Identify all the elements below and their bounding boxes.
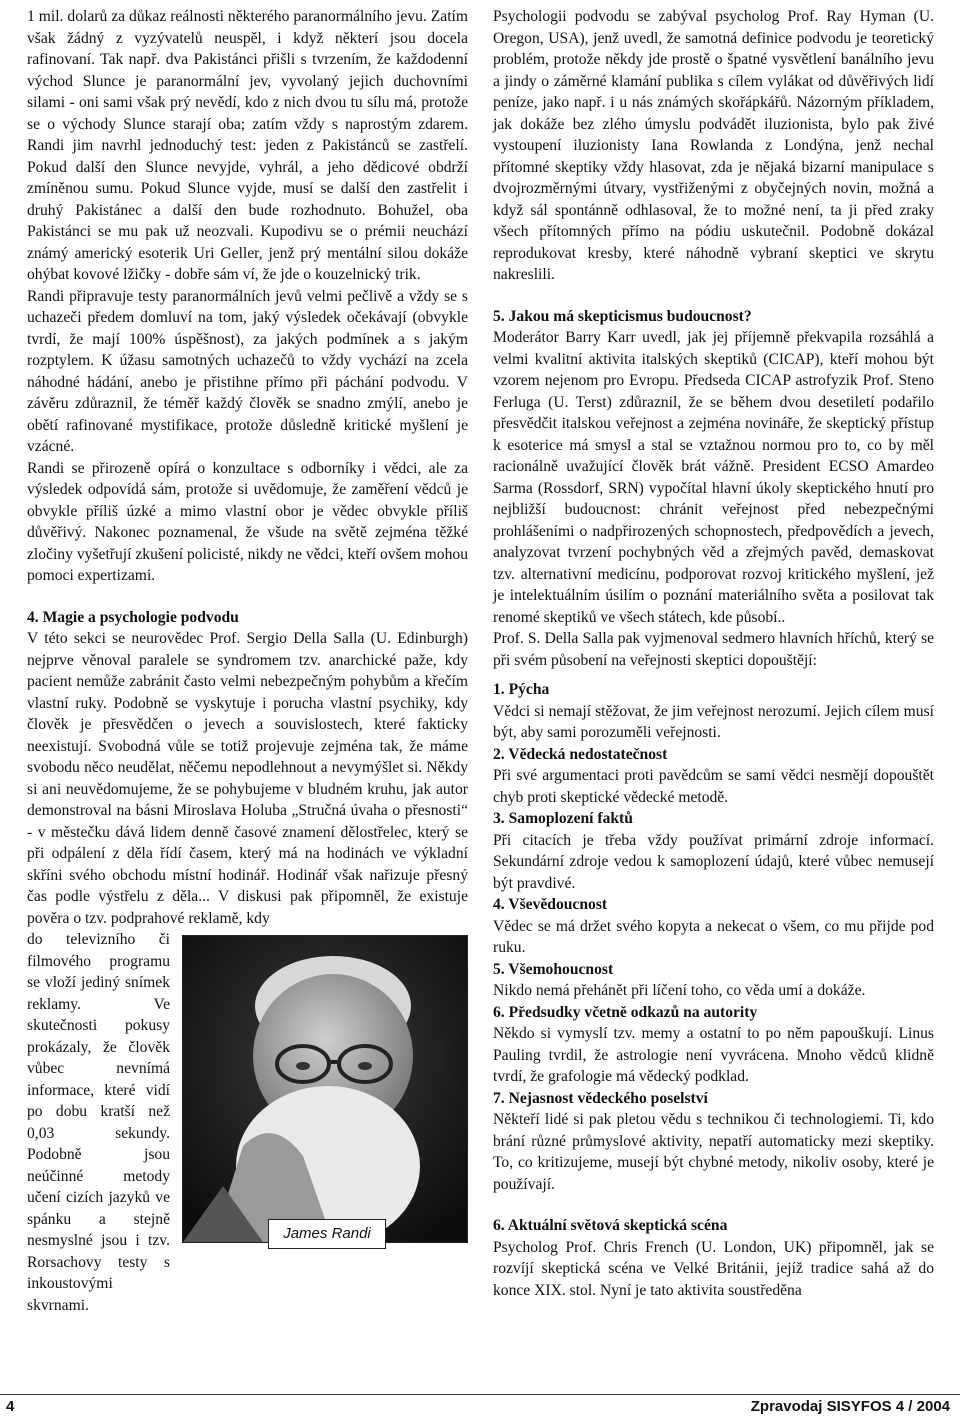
section-heading-6: 6. Aktuální světová skeptická scéna — [493, 1217, 728, 1234]
sins-list — [493, 679, 934, 1195]
journal-name: Zpravodaj SISYFOS 4 / 2004 — [750, 1398, 950, 1415]
photo-caption: James Randi — [268, 1219, 386, 1249]
sin-text: Při své argumentaci proti pavědcům se sami vědci nesmějí dopouštět chyb proti skeptické vědecké metodě. — [493, 767, 934, 806]
sin-title: 4. Vševědoucnost — [493, 896, 608, 913]
sin-text: Vědec se má držet svého kopyta a nekecat o všem, co mu přijde pod ruku. — [493, 917, 934, 956]
paragraph: Moderátor Barry Karr uvedl, jak jej příjemně překvapila rozsáhlá a velmi kvalitní aktivita italských skeptiků (CICAP), kteří mohou být vzorem nejenom pro Evropu. Předseda CICAP astrofyzik Prof. Steno Ferluga (U. Terst) zdůraznil, že se během dvou desetiletí podařilo přesvědčit italskou veřejnost a zejména novináře, že skeptický přístup k esoterice má smysl a stal se vztažnou normou pro to, co by měl racionálně uvažující člověk brát vážně. President ECSO Amardeo Sarma (Rossdorf, SRN) vypočítal hlavní úkoly skeptického hnutí pro nejbližší budoucnost: chránit veřejnost před nebezpečnými prohlášeními o nadpřirozených schopnostech, předpovědích a jevech, analyzovat tvrzení pochybných věd a zřejmých pavěd, demaskovat tzv. alternativní medicínu, podporovat rozvoj kritického myšlení, jež je intelektuálním úsilím o poznání materiálního světa a posilovat tak renomé skeptiků ve všech státech, kde působí.. — [493, 329, 934, 626]
paragraph: V této sekci se neurovědec Prof. Sergio Della Salla (U. Edinburgh) nejprve věnoval paralele se syndromem tzv. anarchické paže, kdy pacient nemůže zabránit často velmi nebezpečným pohybům a křečím vlastní ruky. Podobně se vyskytuje i porucha vlastní psychiky, kdy člověk je přesvědčen o jevech a souvislostech, které fakticky neexistují. Svobodná vůle se totiž projevuje zejména tak, že máme svobodu něco neudělat, něčemu nepodlehnout a nevymýšlet si. Někdy si ani neuvědomujeme, že se pohybujeme v bludném kruhu, jak autor demonstroval na básni Miroslava Holuba „Stručná úvaha o přesnosti“ - v městečku dává lidem denně časové znamení dělostřelec, který se při odpálení z děla řídí časem, který má na hodinách ve výkladní skříni svého obchodu místní hodinář. Hodinář však nařizuje přesný čas podle výstřelu z děla... V diskusi pak připomněl, že existuje pověra o tzv. podprahové reklamě, kdy — [27, 630, 468, 927]
portrait-photo — [182, 935, 468, 1243]
sin-text: Nikdo nemá přehánět při líčení toho, co věda umí a dokáže. — [493, 982, 866, 999]
paragraph: 1 mil. dolarů za důkaz reálnosti některého paranormálního jevu. Zatím však žádný z vyzývatelů neuspěl, i když některí jsou docela rafinovaní. Tak např. dva Pakistánci přišli s tvrzením, že každodenní východ Slunce je paranormální jev, vyvolaný jejich duchovními silami - oni sami však prý nevědí, kdo z nich dvou tu sílu má, protože se o východy Slunce starají oba; zatím vždy s naprostým zdarem. Randi jim navrhl jednoduchý test: jeden z Pakistánců se zastřelí. Pokud další den Slunce nevyjde, vyhrál, a jeho dědicové obdrží zmíněnou sumu. Pokud Slunce vyjde, musí se další den zastřelit i druhý Pakistánec a další den bude rozhodnuto. Bohužel, oba Pakistánci se mu pak už neozvali. Kupodivu se o prémii neuchází známý americký esoterik Uri Geller, jenž prý mentální silou dokáže ohýbat kovové lžičky - dobře sám ví, že jde o kouzelnický trik. — [27, 8, 468, 283]
sin-text: Při citacích je třeba vždy používat primární zdroje informací. Sekundární zdroje vedou k samoplození údajů, které vůbec nemusejí být pravdivé. — [493, 831, 934, 892]
paragraph: Psycholog Prof. Chris French (U. London, UK) připomněl, jak se rozvíjí skeptická scéna ve Velké Británii, jejíž tradice sahá až do konce XIX. stol. Nyní je tato aktivita soustředěna — [493, 1238, 934, 1299]
sin-title: 3. Samoplození faktů — [493, 810, 633, 827]
paragraph: Prof. S. Della Salla pak vyjmenoval sedmero hlavních hříchů, který se při svém působení na veřejnosti skeptici dopouštějí: — [493, 630, 934, 669]
paragraph: do televizního či filmového programu se vloží jediný snímek reklamy. Ve skutečnosti pokusy prokázaly, že člověk vůbec nevnímá informace, které vidí po dobu kratší než 0,03 sekundy. Podobně jsou neúčinné metody učení cizích jazyků ve spánku a stejně nesmyslné jsou i tzv. Rorsachovy testy s inkoustovými skvrnami. — [27, 931, 170, 1314]
page-number: 4 — [6, 1398, 15, 1415]
left-column — [27, 6, 468, 1316]
right-column — [493, 6, 934, 1301]
sin-title: 5. Všemohoucnost — [493, 960, 614, 978]
paragraph: Randi připravuje testy paranormálních jevů velmi pečlivě a vždy se s uchazeči předem domluví na tom, jaký výsledek očekávají (obvykle tvrdí, že mají 100% úspěšnost), za jakých podmínek a s jakým rozptylem. K úžasu samotných uchazečů to vždy vychází na zcela náhodné hádání, anebo je přistihne přímo při páchání podvodu. V závěru zdůraznil, že téměř každý člověk se snadno zmýlí, anebo je obětí rafinované mystifikace, protože důsledně kritické myšlení je vzácné. — [27, 287, 468, 455]
photo-figure — [182, 935, 468, 1275]
paragraph: Randi se přirozeně opírá o konzultace s odborníky i vědci, ale za výsledek odpovídá sám, protože si uvědomuje, že zaměření vědců je obvykle příliš úzké a mimo vlastní obor je vědec obvykle příliš důvěřivý. Nakonec poznamenal, že všude na světě zejména těžké zločiny vyšetřují zkušení policisté, nikdy ne vědci, kteří ovšem mohou pomoci expertizami. — [27, 459, 468, 584]
sin-title: 1. Pýcha — [493, 681, 550, 698]
section-heading-4: 4. Magie a psychologie podvodu — [27, 608, 239, 626]
sin-text: Vědci si nemají stěžovat, že jim veřejnost nerozumí. Jejich cílem musí být, aby sami porozuměli veřejnosti. — [493, 702, 934, 741]
paragraph: Psychologii podvodu se zabýval psycholog Prof. Ray Hyman (U. Oregon, USA), jenž uvedl, že samotná definice podvodu je teoretický problém, protože někdy jde prostě o špatné vysvětlení banálního jevu a jindy o záměrné klamání publika s cílem vylákat od důvěřivých lidí peníze, jako např. i u nás známých skořápkářů. Názorným příkladem, jak dokáže bez zlého úmyslu podvádět iluzionista, bylo pak živé vystoupení iluzionisty Iana Rowlanda z Londýna, jenž nechal přítomné skeptiky vždy hlasovat, zda je nějaká bizarní manipulace s dvojrozměrnými útvary, vystřiženými z obyčejných novin, možná a když sál spontánně odhlasoval, že to možné není, ta ji před zraky všech přítomných přímo na pódiu uskutečnil. Podobně dokázal reprodukovat kresby, které náhodně vybraní skeptici ve skrytu nakreslili. — [493, 8, 934, 283]
sin-title: 2. Vědecká nedostatečnost — [493, 745, 668, 763]
portrait-illustration — [183, 936, 467, 1242]
sin-text: Někteří lidé si pak pletou vědu s technikou či technologiemi. Ti, kdo brání různé průmyslové aktivity, nepatří automaticky mezi skeptiky. To, co kritizujeme, musejí být chybné metody, nikoliv osoby, které je používají. — [493, 1111, 934, 1193]
sin-text: Někdo si vymyslí tzv. memy a ostatní to po něm papouškují. Linus Pauling tvrdil, že astrologie není vyvrácena. Mnoho vědců klidně tvrdí, že grafologie má vědecký podklad. — [493, 1025, 934, 1085]
section-heading-5: 5. Jakou má skepticismus budoucnost? — [493, 307, 752, 325]
sin-title: 6. Předsudky včetně odkazů na autority — [493, 1003, 758, 1021]
sin-title: 7. Nejasnost vědeckého poselství — [493, 1089, 708, 1107]
footer-rule — [0, 1394, 960, 1395]
